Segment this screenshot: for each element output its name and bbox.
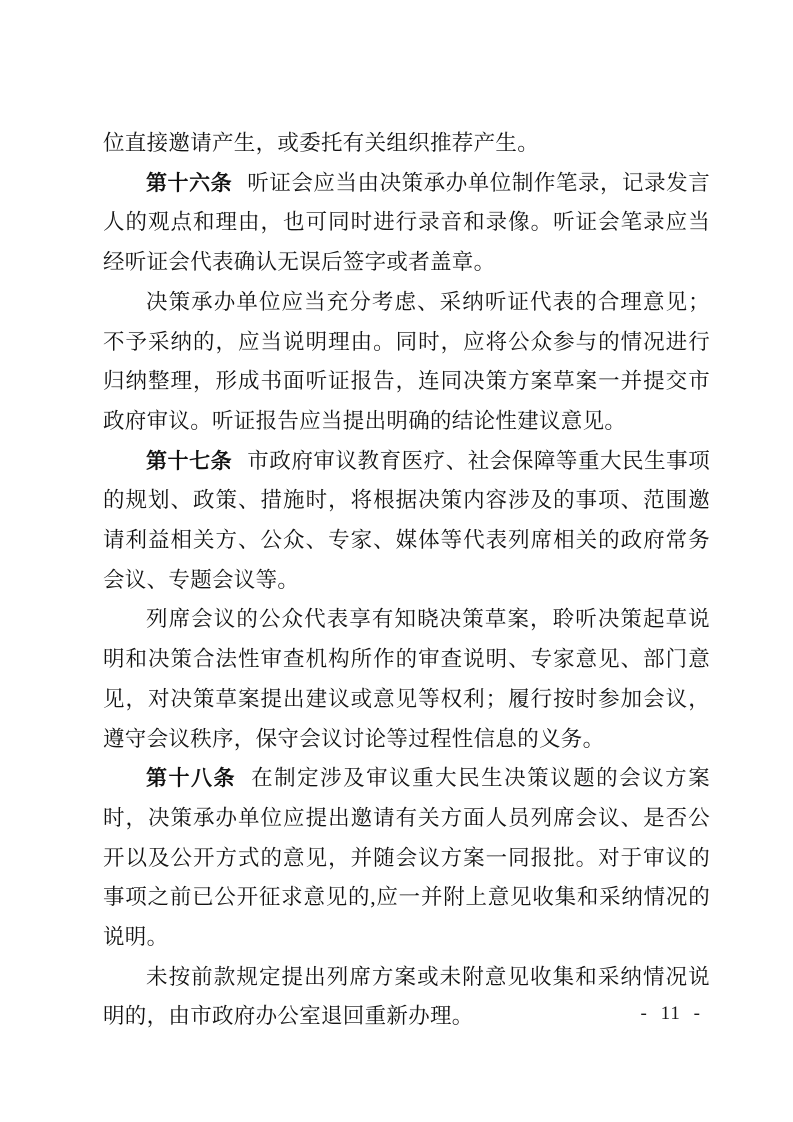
article-number: 第十六条 xyxy=(146,171,233,195)
document-body xyxy=(103,124,710,1037)
paragraph-body xyxy=(103,600,710,759)
paragraph-article-18 xyxy=(103,759,710,958)
paragraph-text: 决策承办单位应当充分考虑、采纳听证代表的合理意见；不予采纳的，应当说明理由。同时，应将公众参与的情况进行归纳整理，形成书面听证报告，连同决策方案草案一并提交市政府审议。听证报告应当提出明确的结论性建议意见。 xyxy=(103,289,710,433)
paragraph-text: 听证会应当由决策承办单位制作笔录，记录发言人的观点和理由，也可同时进行录音和录像。听证会笔录应当经听证会代表确认无误后签字或者盖章。 xyxy=(103,170,710,275)
paragraph-text: 在制定涉及审议重大民生决策议题的会议方案时，决策承办单位应提出邀请有关方面人员列席会议、是否公开以及公开方式的意见，并随会议方案一同报批。对于审议的事项之前已公开征求意见的,应一并附上意见收集和采纳情况的说明。 xyxy=(103,766,710,950)
paragraph-article-17 xyxy=(103,442,710,601)
paragraph-text: 位直接邀请产生，或委托有关组织推荐产生。 xyxy=(103,131,540,155)
page-number: - 11 - xyxy=(640,1003,701,1024)
paragraph-article-16 xyxy=(103,164,710,283)
paragraph-body xyxy=(103,958,710,1037)
paragraph-text: 市政府审议教育医疗、社会保障等重大民生事项的规划、政策、措施时，将根据决策内容涉及的事项、范围邀请利益相关方、公众、专家、媒体等代表列席相关的政府常务会议、专题会议等。 xyxy=(103,448,710,592)
paragraph-continuation xyxy=(103,124,710,164)
article-number: 第十八条 xyxy=(146,767,237,791)
paragraph-text: 列席会议的公众代表享有知晓决策草案，聆听决策起草说明和决策合法性审查机构所作的审查说明、专家意见、部门意见，对决策草案提出建议或意见等权利；履行按时参加会议，遵守会议秩序，保守会议讨论等过程性信息的义务。 xyxy=(103,607,710,751)
article-number: 第十七条 xyxy=(146,449,233,473)
paragraph-body xyxy=(103,283,710,442)
paragraph-text: 未按前款规定提出列席方案或未附意见收集和采纳情况说明的，由市政府办公室退回重新办理。 xyxy=(103,964,710,1029)
